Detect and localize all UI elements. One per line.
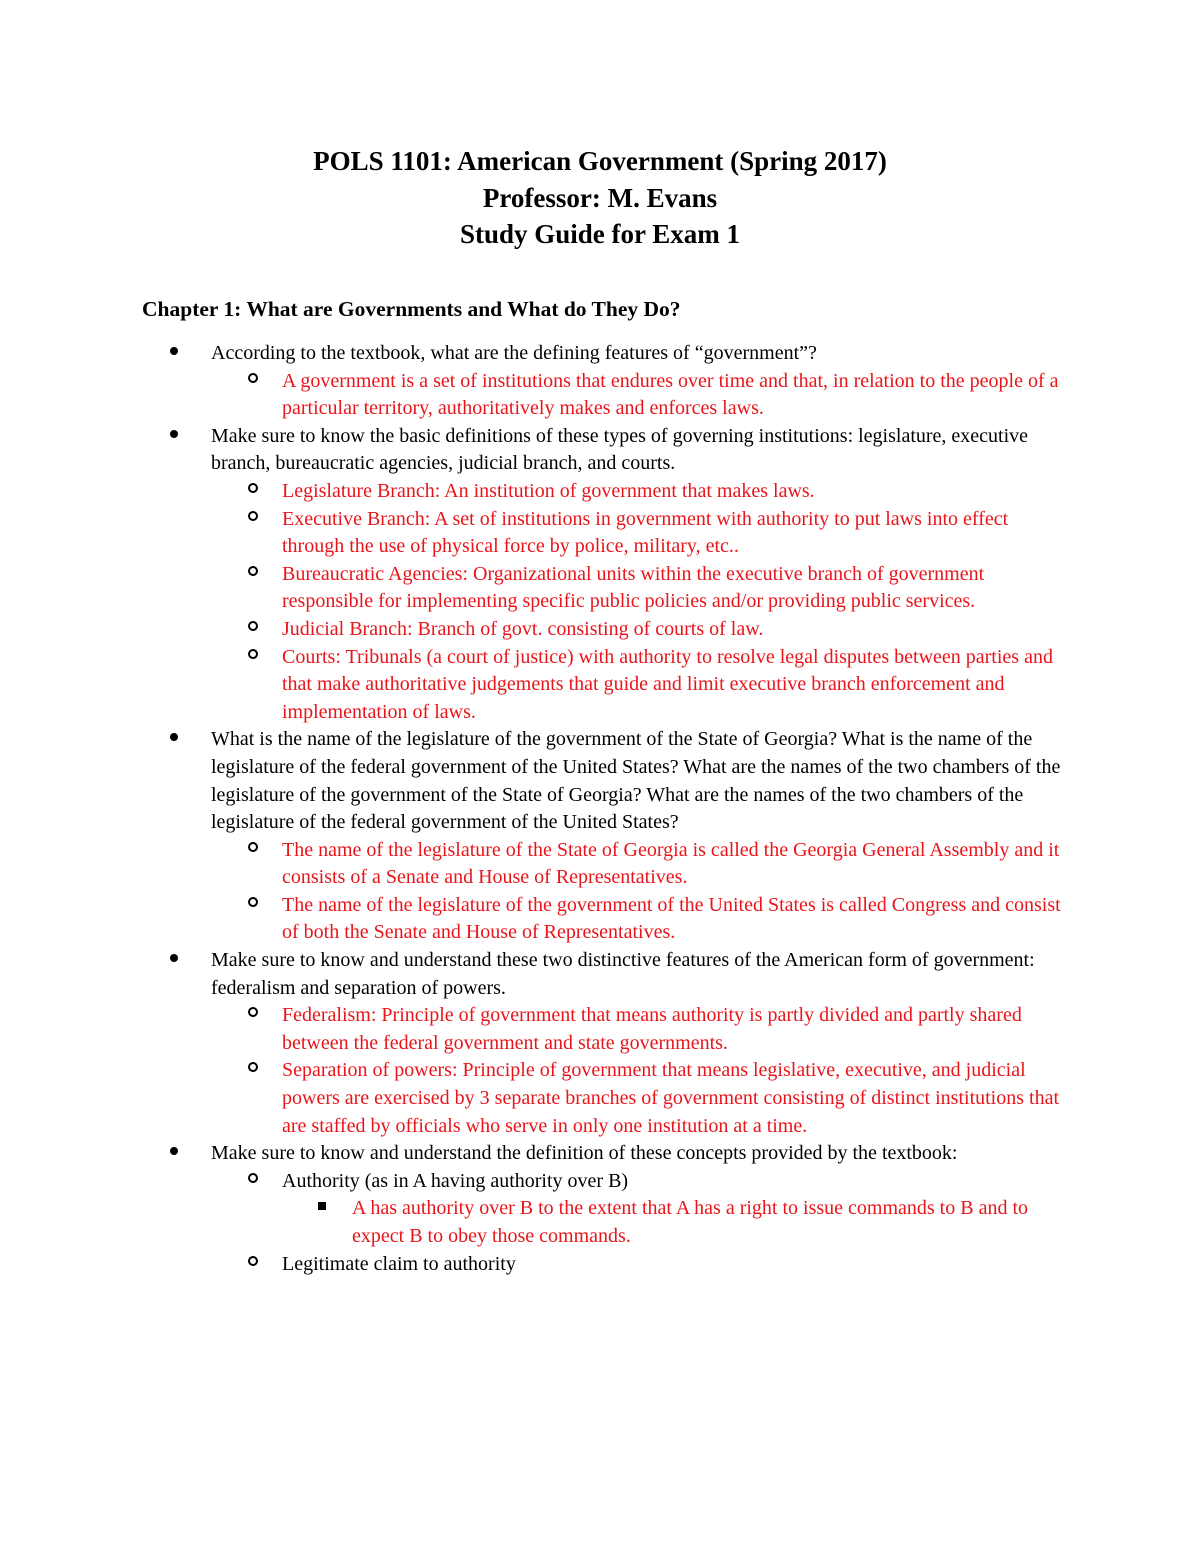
filled-circle-bullet-icon (170, 726, 178, 754)
list-item: Bureaucratic Agencies: Organizational units within the executive branch of government responsible for implementing specific public policies and/or providing public services. (0, 561, 1062, 616)
filled-circle-bullet-icon (170, 340, 178, 368)
list-item: Federalism: Principle of government that means authority is partly divided and partly shared between the federal government and state governments. (0, 1002, 1062, 1057)
course-title: POLS 1101: American Government (Spring 2017) (313, 146, 887, 176)
hollow-circle-bullet-icon (248, 368, 258, 396)
list-item: According to the textbook, what are the defining features of “government”? (0, 340, 1061, 368)
list-item: Make sure to know and understand the definition of these concepts provided by the textbook: (0, 1140, 1061, 1168)
list-item: What is the name of the legislature of the government of the State of Georgia? What is the name of the legislature of the federal government of the United States? What are the names of the two chambers of the legislature of the government of the State of Georgia? What are the names of the two chambers of the legislature of the federal government of the United States? (0, 726, 1061, 836)
list-item: Executive Branch: A set of institutions in government with authority to put laws into effect through the use of physical force by police, military, etc.. (0, 506, 1062, 561)
hollow-circle-bullet-icon (248, 1168, 258, 1196)
hollow-circle-bullet-icon (248, 1057, 258, 1085)
document-header (0, 143, 1200, 253)
hollow-circle-bullet-icon (248, 1002, 258, 1030)
hollow-circle-bullet-icon (248, 478, 258, 506)
square-bullet-icon (318, 1195, 326, 1223)
list-item: Courts: Tribunals (a court of justice) with authority to resolve legal disputes between parties and that make authoritative judgements that guide and limit executive branch enforcement and implementation of laws. (0, 644, 1062, 727)
hollow-circle-bullet-icon (248, 837, 258, 865)
guide-title: Study Guide for Exam 1 (459, 219, 741, 249)
list-item: Authority (as in A having authority over B) (0, 1168, 1062, 1196)
chapter-heading: Chapter 1: What are Governments and What do They Do? (142, 297, 681, 321)
hollow-circle-bullet-icon (248, 892, 258, 920)
professor-name: Professor: M. Evans (482, 182, 718, 213)
hollow-circle-bullet-icon (248, 506, 258, 534)
list-item: Make sure to know the basic definitions of these types of governing institutions: legislature, executive branch, bureaucratic agencies, judicial branch, and courts. (0, 423, 1061, 478)
list-item: Make sure to know and understand these two distinctive features of the American form of government: federalism and separation of powers. (0, 947, 1061, 1002)
filled-circle-bullet-icon (170, 1140, 178, 1168)
filled-circle-bullet-icon (170, 423, 178, 451)
list-item: Judicial Branch: Branch of govt. consisting of courts of law. (0, 616, 1062, 644)
list-item: A has authority over B to the extent that A has a right to issue commands to B and to expect B to obey those commands. (0, 1195, 1052, 1250)
hollow-circle-bullet-icon (248, 1251, 258, 1279)
hollow-circle-bullet-icon (248, 644, 258, 672)
list-item: The name of the legislature of the State of Georgia is called the Georgia General Assembly and it consists of a Senate and House of Representatives. (0, 837, 1062, 892)
hollow-circle-bullet-icon (248, 616, 258, 644)
list-item: A government is a set of institutions that endures over time and that, in relation to the people of a particular territory, authoritatively makes and enforces laws. (0, 368, 1062, 423)
list-item: Legitimate claim to authority (0, 1251, 1062, 1279)
list-item: The name of the legislature of the government of the United States is called Congress and consist of both the Senate and House of Representatives. (0, 892, 1062, 947)
hollow-circle-bullet-icon (248, 561, 258, 589)
list-item: Legislature Branch: An institution of government that makes laws. (0, 478, 1062, 506)
list-item: Separation of powers: Principle of government that means legislative, executive, and judicial powers are exercised by 3 separate branches of government consisting of distinct institutions that are staffed by officials who serve in only one institution at a time. (0, 1057, 1062, 1140)
study-guide-list (0, 340, 1200, 1278)
filled-circle-bullet-icon (170, 947, 178, 975)
